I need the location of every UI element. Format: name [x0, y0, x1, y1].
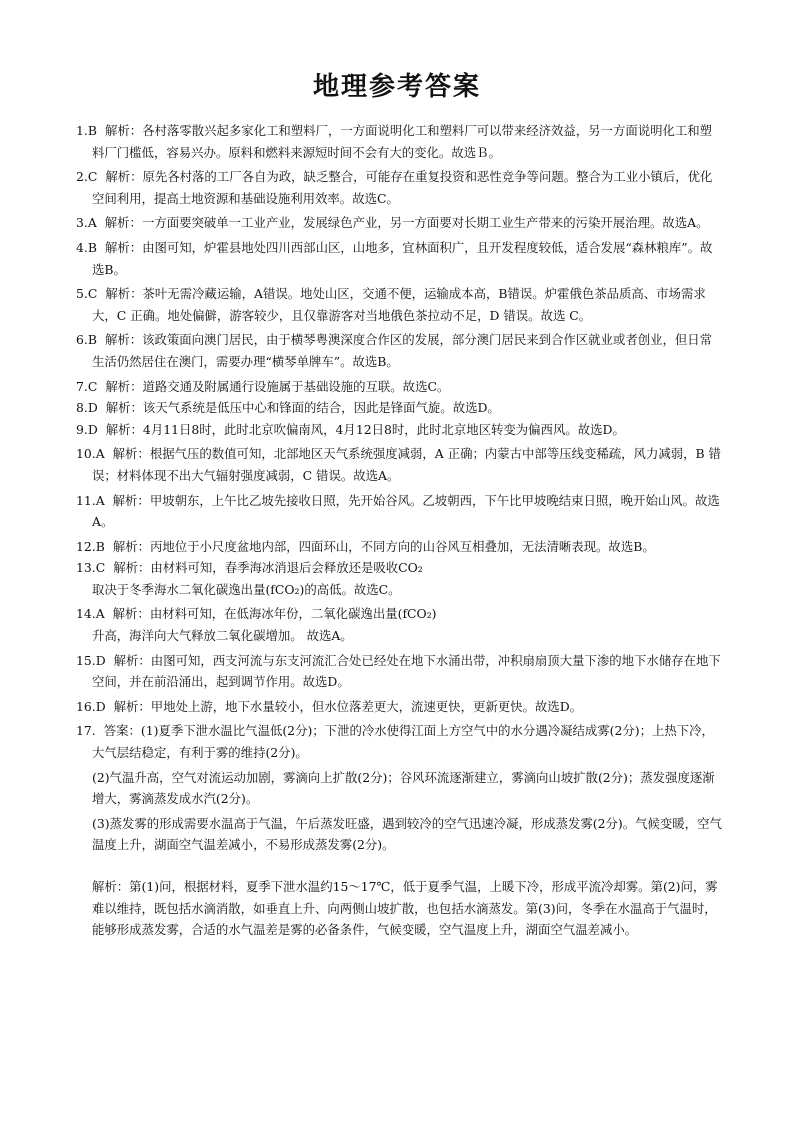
answer-number: 12.B: [76, 538, 105, 554]
answer-text: 解析：甲地处上游，地下水量较小，但水位落差更大，流速更快，更新更快。故选D。: [113, 698, 583, 714]
answer-number: 6.B: [76, 332, 97, 348]
answer-number: 16.D: [76, 698, 106, 714]
answer-17-part-1: 答案：(1)夏季下泄水温比气温低(2分)；下泄的冷水使得江面上方空气中的水分遇冷凝结成雾(2分)；上热下冷，大气层结稳定，有利于雾的维持(2分)。: [92, 723, 714, 761]
answer-number: 8.D: [76, 400, 98, 416]
answer-number: 7.C: [76, 378, 98, 394]
answer-number: 13.C: [76, 560, 106, 576]
answer-number: 17.: [76, 723, 96, 739]
answer-text: 解析：原先各村落的工厂各自为政，缺乏整合，可能存在重复投资和恶性竞争等问题。整合为工业小镇后，优化空间利用，提高土地资源和基础设施利用效率。故选C。: [92, 169, 713, 206]
answer-text: 解析：道路交通及附属通行设施属于基础设施的互联。故选C。: [105, 378, 450, 394]
answer-list: [76, 120, 722, 944]
answer-text: 解析：茶叶无需冷藏运输，A错误。地处山区，交通不便，运输成本高，B错误。炉霍俄色茶品质高、市场需求大，C 正确。地处偏僻，游客较少，且仅靠游客对当地俄色茶拉动不足，D 错误。故选 C。: [92, 286, 706, 323]
answer-text-continued: 取决于冬季海水二氧化碳逸出量(fCO₂)的高低。故选C。: [92, 581, 401, 597]
answer-item-6: [76, 329, 722, 372]
answer-number: 14.A: [76, 606, 105, 622]
answer-text: 解析：各村落零散兴起多家化工和塑料厂，一方面说明化工和塑料厂可以带来经济效益，另一方面说明化工和塑料厂门槛低，容易兴办。原料和燃料来源短时间不会有大的变化。故选Ｂ。: [92, 123, 713, 160]
answer-text: 解析：该天气系统是低压中心和锋面的结合，因此是锋面气旋。故选D。: [105, 400, 500, 416]
answer-item-11: [76, 490, 722, 533]
answer-number: 15.D: [76, 652, 106, 668]
answer-item-2: [76, 166, 722, 209]
answer-item-12: [76, 536, 722, 558]
answer-number: 3.A: [76, 215, 97, 231]
answer-text-continued: 升高，海洋向大气释放二氧化碳增加。 故选A。: [92, 628, 353, 644]
answer-text: 解析：由材料可知，在低海冰年份，二氧化碳逸出量(fCO₂): [112, 606, 437, 622]
answer-item-17: [76, 720, 722, 763]
answer-text: 解析：由图可知，西支河流与东支河流汇合处已经处在地下水涌出带，冲积扇扇顶大量下渗的地下水储存在地下空间，并在前沿涌出，起到调节作用。故选D。: [92, 652, 721, 690]
page-title: 地理参考答案: [312, 72, 481, 102]
answer-number: 11.A: [76, 492, 105, 508]
answer-text: 解析：丙地位于小尺度盆地内部，四面环山，不同方向的山谷风互相叠加，无法清晰表现。故选B。: [112, 538, 655, 554]
answer-text: 解析：该政策面向澳门居民，由于横琴粤澳深度合作区的发展，部分澳门居民来到合作区就业或者创业，但日常生活仍然居住在澳门，需要办理“横琴单牌车”。故选B。: [92, 332, 713, 369]
answer-number: 2.C: [76, 169, 98, 185]
answer-item-10: [76, 443, 722, 486]
answer-17-analysis: 解析：第(1)问，根据材料，夏季下泄水温约15～17℃，低于夏季气温，上暖下冷，形成平流冷却雾。第(2)问，雾难以维持，既包括水滴消散，如垂直上升、向两侧山坡扩散，也包括水滴蒸发。第(3)问，冬季在水温高于气温时，能够形成蒸发雾，合适的水气温差是雾的必备条件，气候变暖，空气温度上升，湖面空气温差减小。: [92, 879, 718, 938]
answer-item-4: [76, 237, 722, 280]
answer-text: 解析：根据气压的数值可知，北部地区天气系统强度减弱，A 正确；内蒙古中部等压线变稀疏，风力减弱，B 错误；材料体现不出大气辐射强度减弱，C 错误。故选A。: [92, 446, 721, 483]
answer-item-7: [76, 376, 722, 398]
answer-item-3: [76, 212, 722, 234]
answer-text: 解析：由材料可知，春季海冰消退后会释放还是吸收CO₂: [113, 560, 423, 576]
answer-17-part-3: (3)蒸发雾的形成需要水温高于气温，午后蒸发旺盛，遇到较冷的空气迅速冷凝，形成蒸发雾(2分)。气候变暖，空气温度上升，湖面空气温差减小，不易形成蒸发雾(2分)。: [92, 815, 722, 853]
answer-number: 9.D: [76, 421, 98, 437]
answer-number: 5.C: [76, 286, 98, 302]
answer-number: 1.B: [76, 123, 97, 138]
answer-number: 10.A: [76, 446, 105, 462]
answer-text: 解析：由图可知，炉霍县地处四川西部山区，山地多，宜林面积广，且开发程度较低，适合发展“森林粮库”。故选B。: [92, 239, 713, 277]
answer-text: 解析：4月11日8时，此时北京吹偏南风，4月12日8时，此时北京地区转变为偏西风。故选D。: [105, 421, 625, 437]
answer-item-8: [76, 397, 722, 419]
answer-item-15: [76, 650, 722, 693]
answer-number: 4.B: [76, 239, 97, 255]
answer-item-13: [76, 557, 722, 600]
answer-text: 解析：一方面要突破单一工业产业，发展绿色产业，另一方面要对长期工业生产带来的污染开展治理。故选A。: [104, 215, 709, 231]
answer-17-part-2: (2)气温升高，空气对流运动加剧，雾滴向上扩散(2分)；谷风环流逐渐建立，雾滴向山坡扩散(2分)；蒸发强度逐渐增大，雾滴蒸发成水汽(2分)。: [92, 769, 715, 807]
answer-item-9: [76, 419, 722, 441]
answer-item-1: [76, 120, 722, 163]
answer-item-5: [76, 283, 722, 326]
answer-item-16: [76, 696, 722, 718]
answer-text: 解析：甲坡朝东，上午比乙坡先接收日照，先开始谷风。乙坡朝西，下午比甲坡晚结束日照，晚开始山风。故选A。: [92, 492, 720, 530]
answer-item-14: [76, 603, 722, 646]
